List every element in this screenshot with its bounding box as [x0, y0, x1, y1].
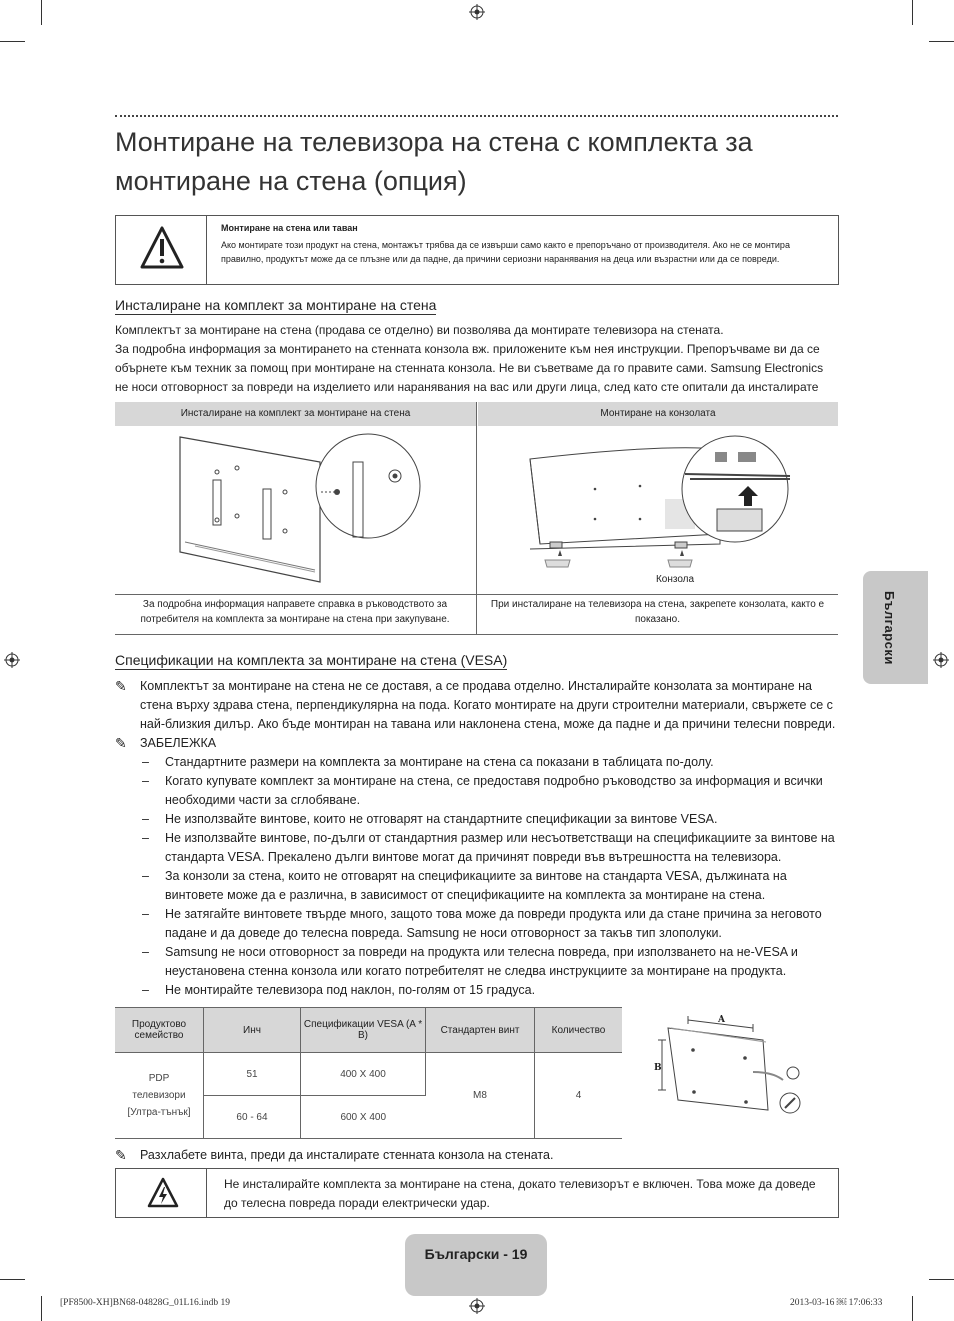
table-cell: M8 [426, 1053, 535, 1139]
table-row [115, 1053, 622, 1096]
crop-mark [912, 1296, 913, 1321]
install-table-caption-1: За подробна информация направете справка в ръководството за потребителя на комплекта за монтиране на стена при закупуване. [140, 599, 450, 625]
registration-mark-icon [469, 4, 485, 20]
list-item: – Стандартните размери на комплекта за монтиране на стена са показани в таблицата по-долу. [142, 755, 714, 769]
vesa-notes [115, 677, 840, 1000]
crop-mark [41, 0, 42, 25]
console-label: Конзола [655, 574, 695, 585]
dimension-b-label: B [654, 1063, 662, 1073]
vesa-heading: Спецификации на комплекта за монтиране на стена (VESA) [115, 652, 508, 668]
console-mount-illustration [520, 434, 800, 569]
crop-mark [929, 1279, 954, 1280]
crop-mark [0, 41, 25, 42]
vesa-dimension-diagram [648, 1010, 818, 1125]
electric-shock-icon [147, 1177, 179, 1209]
table-header: Количество [535, 1008, 623, 1053]
install-table-header-2: Монтиране на конзолата [478, 402, 838, 426]
warning-text: Ако монтирате този продукт на стена, монтажът трябва да се извърши само както е препоръчано от производителя. Ако не се монтира правилно, продуктът може да се плъзне или да падне, да причини сериозни наранявания на деца или възрастни или да се повреди. [221, 240, 790, 264]
table-cell: 400 X 400 [301, 1053, 426, 1096]
table-header: Спецификации VESA (A * B) [301, 1008, 426, 1053]
note-item: ✎ Разхлабете винта, преди да инсталирате стенната конзола на стената. [115, 1147, 554, 1163]
note-item: ✎ Комплектът за монтиране на стена не се доставя, а се продава отделно. Инсталирайте конзолата за монтиране на стена върху здрава стена, перпендикулярна на пода. Когато монтирате на други строителни материали, свържете се с най-близкия дилър. Ако бъде монтиран на тавана или наклонена стена, може да падне и да причини телесни повреди. [115, 678, 836, 731]
electric-warning-text: Не инсталирайте комплекта за монтиране на стена, докато телевизорът е включен. Това може да доведе до телесна повреда поради електрически удар. [224, 1177, 816, 1210]
list-item: – Не монтирайте телевизора под наклон, по-голям от 15 градуса. [142, 983, 536, 997]
page-number-tab: Български - 19 [405, 1234, 547, 1296]
table-cell: 51 [204, 1053, 301, 1096]
install-paragraph-1: Комплектът за монтиране на стена (продава се отделно) ви позволява да монтирате телевизора на стената. [115, 323, 724, 337]
list-item: – Samsung не носи отговорност за повреди на продукта или телесна повреда, при използването на не-VESA и неустановена стенна конзола или когато потребителят не следва инструкциите за монтиране на продукта. [142, 945, 798, 978]
table-cell: 600 X 400 [301, 1096, 426, 1139]
language-side-tab: Български [863, 571, 928, 684]
note-item: ✎ ЗАБЕЛЕЖКА [115, 735, 217, 751]
registration-mark-icon [933, 652, 949, 668]
table-header: Продуктово семейство [115, 1008, 204, 1053]
install-paragraph-2: За подробна информация за монтирането на стенната конзола вж. приложените към нея инструкции. Препоръчваме ви да се обърнете към техник за помощ при монтиране на стенната конзола. Не ви съветваме да го правите сами. Samsung Electronics не носи отговорност за повреди на изделието или наранявания на вас или други лица, след като сте опитали да инсталирате [115, 342, 824, 394]
list-item: – Не използвайте винтове, по-дълги от стандартния размер или несъответстващи на спецификациите за винтове на стандарта VESA. Прекалено дълги винтове могат да причинят повреди във вътрешността на телевизора. [142, 831, 835, 864]
wall-mount-illustration [175, 432, 425, 584]
crop-mark [912, 0, 913, 25]
warning-heading: Монтиране на стена или таван [221, 223, 358, 233]
pencil-note-icon: ✎ [115, 1147, 127, 1163]
install-table [115, 402, 838, 635]
list-item: – Когато купувате комплект за монтиране на стена, се предоставя подробно ръководство за информация и всички необходими части за сглобяване. [142, 774, 823, 807]
crop-mark [929, 41, 954, 42]
install-heading: Инсталиране на комплект за монтиране на стена [115, 297, 437, 313]
dimension-a-label: A [718, 1015, 725, 1025]
crop-mark [41, 1296, 42, 1321]
electric-warning-box [115, 1168, 839, 1218]
crop-mark [0, 1279, 25, 1280]
table-cell: PDP телевизори [Ултра-тънък] [115, 1053, 204, 1139]
install-table-header-1: Инсталиране на комплект за монтиране на стена [115, 402, 476, 426]
install-table-caption-2: При инсталиране на телевизора на стена, закрепете конзолата, както е показано. [490, 599, 825, 625]
vesa-spec-table [115, 1007, 622, 1139]
table-cell: 4 [535, 1053, 623, 1139]
list-item: – Не затягайте винтовете твърде много, защото това може да повреди продукта или да стане причина за неговото падане и да доведе до телесна повреда. Samsung не носи отговорност за такъв тип злополуки. [142, 907, 822, 940]
pencil-note-icon: ✎ [115, 678, 127, 694]
table-header: Инч [204, 1008, 301, 1053]
list-item: – Не използвайте винтове, които не отговарят на стандартните спецификации за винтове VESA. [142, 812, 718, 826]
table-header: Стандартен винт [426, 1008, 535, 1053]
list-item: – За конзоли за стена, които не отговарят на спецификациите за винтове на стандарта VESA, дължината на винтовете може да е различна, в зависимост от спецификациите на комплекта за монтиране на стена. [142, 869, 787, 902]
footer-timestamp: 2013-03-16 ￼ 17:06:33 [790, 1298, 883, 1308]
footer-file-info: [PF8500-XH]BN68-04828G_01L16.indb 19 [60, 1298, 230, 1308]
page-title: Монтиране на телевизора на стена с комплекта за монтиране на стена (опция) [115, 127, 753, 196]
table-cell: 60 - 64 [204, 1096, 301, 1139]
warning-box [115, 215, 839, 285]
registration-mark-icon [469, 1298, 485, 1314]
warning-triangle-icon [140, 225, 184, 271]
title-rule [115, 115, 838, 117]
registration-mark-icon [4, 652, 20, 668]
pencil-note-icon: ✎ [115, 735, 127, 751]
